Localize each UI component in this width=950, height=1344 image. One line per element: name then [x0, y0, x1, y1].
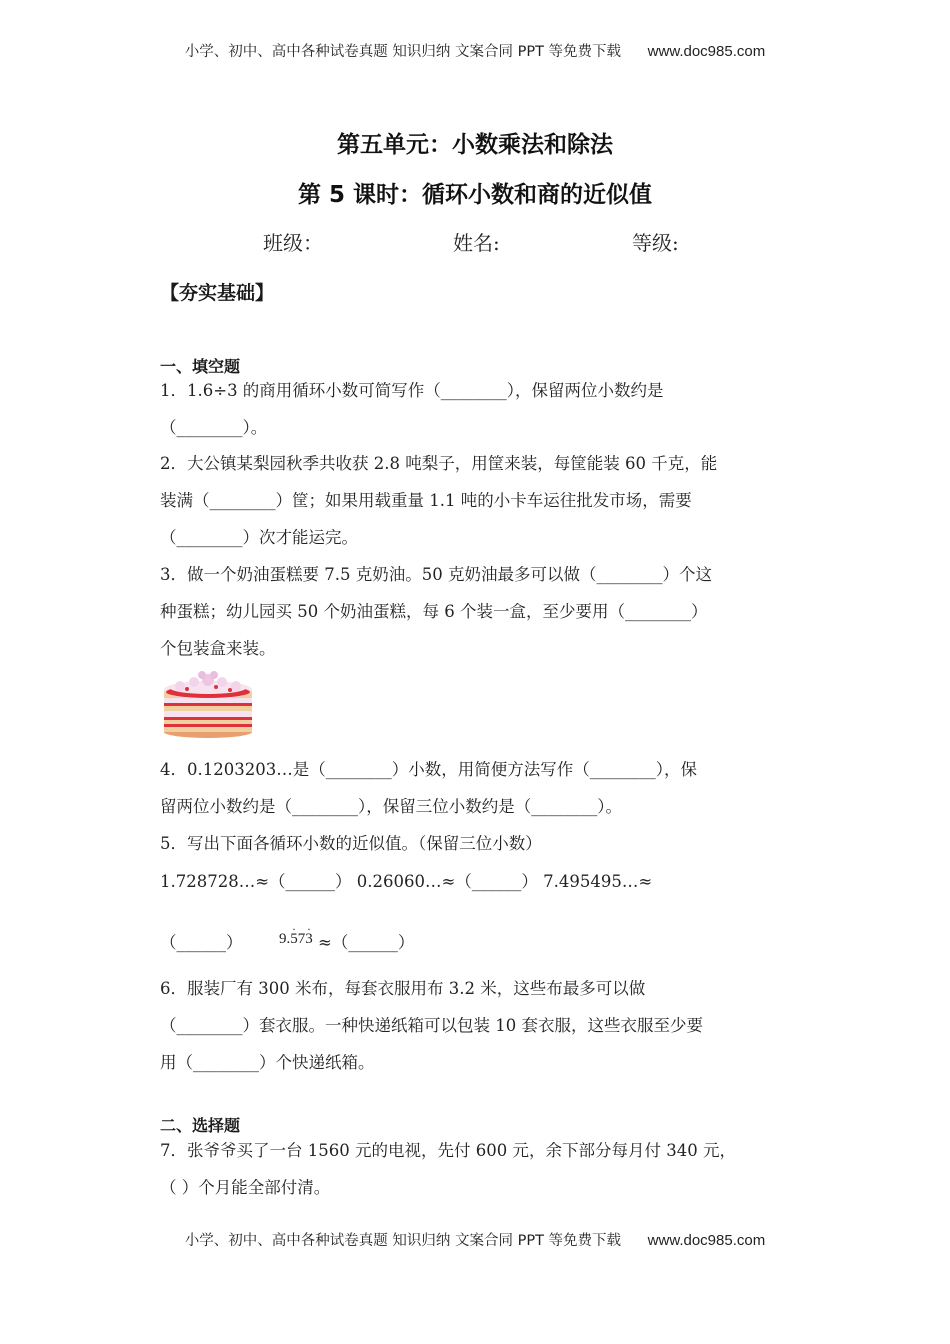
question-line: 2．大公镇某梨园秋季共收获 2.8 吨梨子，用筐来装，每筐能装 60 千克，能 — [160, 454, 718, 473]
question-line: （ ）个月能全部付清。 — [160, 1178, 331, 1197]
lesson-title: 第 5 课时：循环小数和商的近似值 — [297, 182, 653, 208]
question-3 — [160, 556, 790, 667]
question-2 — [160, 445, 790, 556]
cake-illustration — [160, 670, 256, 740]
approx-row-2-prefix: （______） — [160, 933, 243, 952]
question-6 — [160, 970, 790, 1081]
question-line: （________）。 — [160, 418, 268, 437]
question-line: 3．做一个奶油蛋糕要 7.5 克奶油。50 克奶油最多可以做（________）个这 — [160, 565, 712, 584]
question-line: 7．张爷爷买了一台 1560 元的电视，先付 600 元，余下部分每月付 340 元， — [160, 1141, 736, 1160]
repeating-decimal: 9.5 ·73 · — [279, 931, 313, 947]
question-1 — [160, 372, 790, 446]
question-line: （________）套衣服。一种快递纸箱可以包装 10 套衣服，这些衣服至少要 — [160, 1016, 703, 1035]
question-7 — [160, 1132, 790, 1206]
question-4 — [160, 751, 790, 825]
section-heading-multiple-choice: 二、选择题 — [160, 1116, 241, 1135]
question-line: 个包装盒来装。 — [160, 639, 276, 658]
section-tag-basics: 【夯实基础】 — [160, 282, 275, 304]
grade-label: 等级: — [632, 231, 679, 255]
question-line: 5．写出下面各循环小数的近似值。（保留三位小数） — [160, 834, 542, 853]
class-label: 班级： — [263, 231, 323, 255]
header-banner-text: 小学、初中、高中各种试卷真题 知识归纳 文案合同 PPT 等免费下载 — [184, 44, 622, 60]
question-line: 装满（________）筐；如果用载重量 1.1 吨的小卡车运往批发市场，需要 — [160, 491, 692, 510]
question-line: 留两位小数约是（________），保留三位小数约是（________）。 — [160, 797, 622, 816]
footer-banner-url[interactable]: www.doc985.com — [647, 1232, 766, 1249]
name-label: 姓名: — [453, 231, 500, 255]
question-line: （________）次才能运完。 — [160, 528, 358, 547]
approx-row-2-suffix: ≈（______） — [318, 933, 415, 952]
question-line: 4．0.1203203…是（________）小数，用简便方法写作（________），保 — [160, 760, 697, 779]
footer-banner — [0, 1229, 950, 1250]
header-banner — [0, 40, 950, 61]
question-line: 1．1.6÷3 的商用循环小数可简写作（________），保留两位小数约是 — [160, 381, 664, 400]
approx-row-1: 1.728728…≈（______） 0.26060…≈（______） 7.495495…≈ — [160, 872, 653, 891]
question-5 — [160, 825, 790, 862]
footer-banner-text: 小学、初中、高中各种试卷真题 知识归纳 文案合同 PPT 等免费下载 — [184, 1233, 622, 1249]
unit-title: 第五单元：小数乘法和除法 — [337, 132, 613, 158]
approx-row-2 — [160, 929, 414, 953]
header-banner-url[interactable]: www.doc985.com — [647, 43, 766, 60]
question-line: 6．服装厂有 300 米布，每套衣服用布 3.2 米，这些布最多可以做 — [160, 979, 646, 998]
section-heading-fill-in: 一、填空题 — [160, 357, 241, 376]
question-line: 种蛋糕；幼儿园买 50 个奶油蛋糕，每 6 个装一盒，至少要用（________） — [160, 602, 708, 621]
question-line: 用（________）个快递纸箱。 — [160, 1053, 375, 1072]
